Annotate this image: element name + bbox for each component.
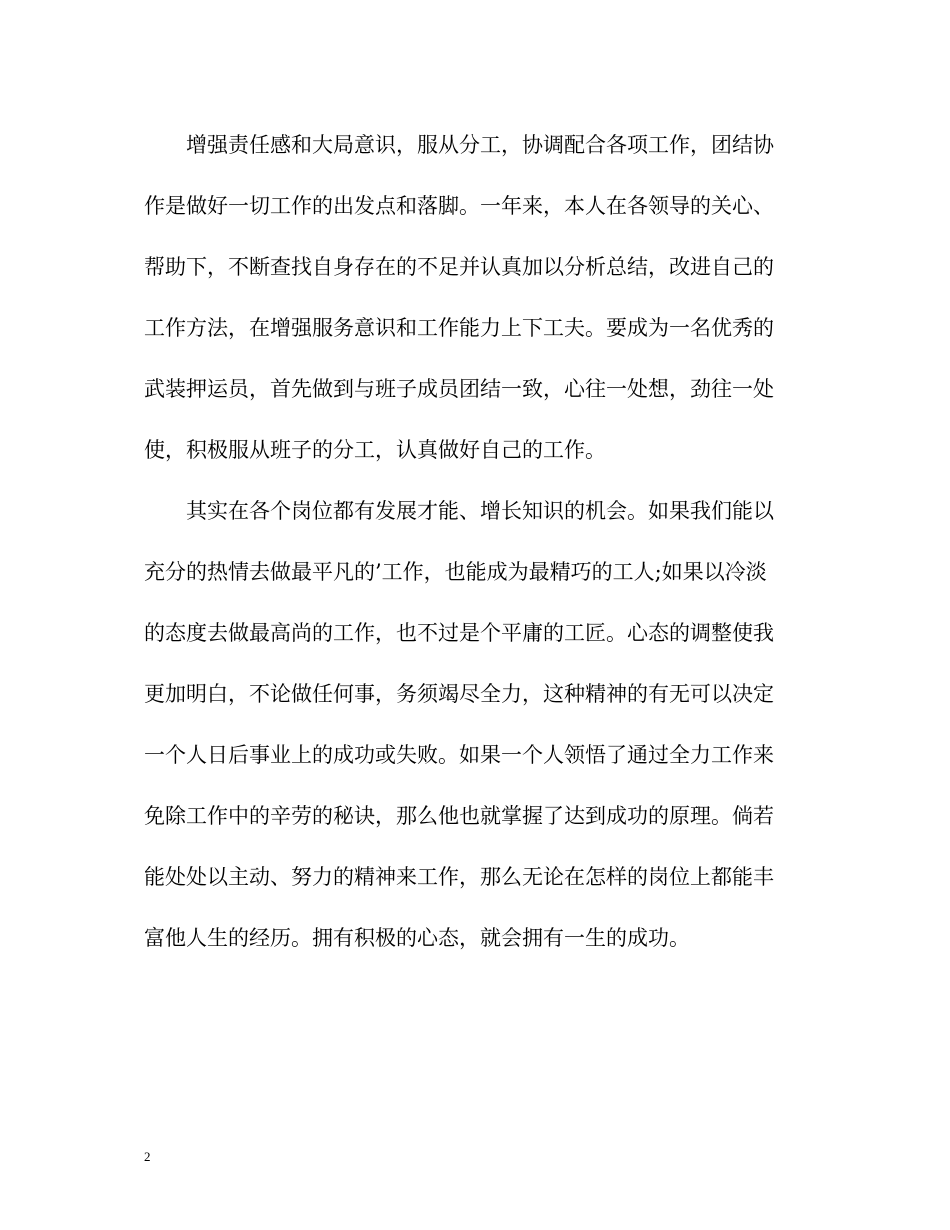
paragraph-1-line-6: 使，积极服从班子的分工，认真做好自己的工作。 xyxy=(144,438,606,462)
paragraph-2-line-2: 充分的热情去做最平凡的’工作，也能成为最精巧的工人;如果以冷淡 xyxy=(144,560,767,584)
paragraph-2-line-8: 富他人生的经历。拥有积极的心态，就会拥有一生的成功。 xyxy=(144,926,690,950)
paragraph-1-line-3: 帮助下，不断查找自身存在的不足并认真加以分析总结，改进自己的 xyxy=(144,255,774,279)
paragraph-1-line-5: 武装押运员，首先做到与班子成员团结一致，心往一处想，劲往一处 xyxy=(144,377,774,401)
paragraph-2-line-6: 免除工作中的辛劳的秘诀，那么他也就掌握了达到成功的原理。倘若 xyxy=(144,804,774,828)
paragraph-2-line-7: 能处处以主动、努力的精神来工作，那么无论在怎样的岗位上都能丰 xyxy=(144,865,774,889)
paragraph-2-line-3: 的态度去做最高尚的工作，也不过是个平庸的工匠。心态的调整使我 xyxy=(144,621,774,645)
paragraph-1-line-2: 作是做好一切工作的出发点和落脚。一年来，本人在各领导的关心、 xyxy=(144,194,774,218)
paragraph-1-line-4: 工作方法，在增强服务意识和工作能力上下工夫。要成为一名优秀的 xyxy=(144,316,774,340)
page-number: 2 xyxy=(144,1149,151,1164)
paragraph-2-line-5: 一个人日后事业上的成功或失败。如果一个人领悟了通过全力工作来 xyxy=(144,743,774,767)
paragraph-1-line-1: 增强责任感和大局意识，服从分工，协调配合各项工作，团结协 xyxy=(186,133,774,157)
paragraph-2-line-4: 更加明白，不论做任何事，务须竭尽全力，这种精神的有无可以决定 xyxy=(144,682,774,706)
paragraph-2-line-1: 其实在各个岗位都有发展才能、增长知识的机会。如果我们能以 xyxy=(186,499,774,523)
